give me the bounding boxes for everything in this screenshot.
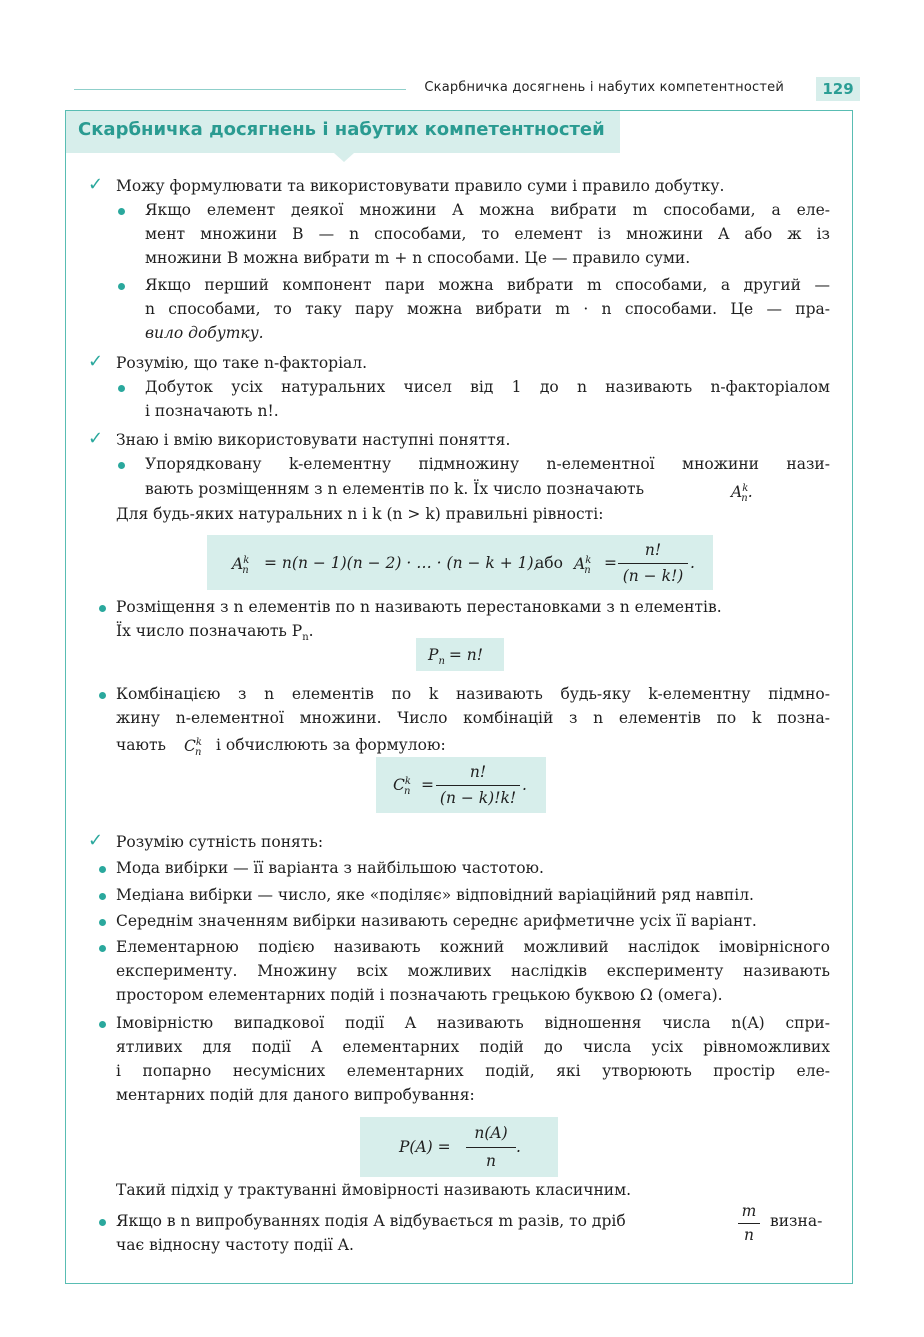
text-line: і обчислюють за формулою: (216, 736, 446, 754)
text-line: Комбінацією з n елементів по k називають будь-яку k-елементну підмно- (116, 685, 830, 703)
fraction-denominator: (n − k)!k! (439, 789, 517, 807)
combination-symbol: $C^k_n$ (184, 737, 202, 759)
combination-formula-lhs: $C^k_n$ (393, 776, 411, 798)
text-line: мент множини B — n способами, то елемент із множини A або ж із (145, 225, 830, 243)
text-line: Розміщення з n елементів по n називають перестановками з n елементів. (116, 598, 722, 616)
content (66, 111, 852, 1283)
fraction-numerator: n! (644, 541, 662, 559)
bullet-icon (99, 945, 106, 952)
bullet-icon (118, 283, 125, 290)
text-line: жину n-елементної множини. Число комбінацій з n елементів по k позна- (116, 709, 830, 727)
text-line: чають (116, 736, 166, 754)
arrangement-fraction (618, 538, 688, 588)
running-head-rule (74, 89, 406, 90)
text-line: визна- (770, 1212, 823, 1230)
arrangement-symbol: $A^k_n$. (731, 483, 753, 505)
text-line: Можу формулювати та використовувати правило суми і правило добутку. (116, 177, 725, 195)
text-line: Якщо елемент деякої множини A можна вибрати m способами, а еле- (145, 201, 830, 219)
permutation-formula: $P_n = n$! (428, 646, 484, 668)
check-icon: ✓ (88, 351, 104, 372)
text-line: Якщо в n випробуваннях подія A відбувається m разів, то дріб (116, 1212, 626, 1230)
text-line: Такий підхід у трактуванні ймовірності називають класичним. (116, 1181, 632, 1199)
equals-sign: = (421, 776, 434, 794)
bullet-icon (99, 893, 106, 900)
fraction-denominator: (n − k!) (622, 567, 684, 585)
check-icon: ✓ (88, 428, 104, 449)
text-line: ятливих для події A елементарних подій до числа усіх рівноможливих (116, 1038, 830, 1056)
fraction-numerator: n! (469, 763, 487, 781)
text-line: Їх число позначають $P_n$. (116, 622, 314, 644)
text-line: Імовірністю випадкової події A називають відношення числа n(A) спри- (116, 1014, 830, 1032)
text-line: Розумію, що таке n-факторіал. (116, 354, 368, 372)
text-line: Знаю і вмію використовувати наступні поняття. (116, 431, 511, 449)
text-line: чає відносну частоту події A. (116, 1236, 354, 1254)
check-icon: ✓ (88, 174, 104, 195)
bullet-icon (118, 462, 125, 469)
text-line: Для будь-яких натуральних n і k (n > k) правильні рівності: (116, 505, 604, 523)
fraction-bar (466, 1147, 516, 1148)
text-line: Добуток усіх натуральних чисел від 1 до n називають n-факторіалом (145, 378, 830, 396)
text-line: вають розміщенням з n елементів по k. Їх число позначають (145, 480, 645, 498)
bullet-icon (99, 1219, 106, 1226)
arrangement-formula-rhs: = n(n − 1)(n − 2) · … · (n − k + 1), (264, 554, 539, 572)
text-line: і попарно несумісних елементарних подій, які утворюють простір еле- (116, 1062, 830, 1080)
period: . (522, 776, 527, 794)
or-word: або (535, 554, 563, 572)
text-line: Елементарною подією називають кожний можливий наслідок імовірнісного (116, 938, 830, 956)
bullet-icon (99, 605, 106, 612)
text-line: Середнім значенням вибірки називають середнє арифметичне усіх її варіант. (116, 912, 757, 930)
text-line: множини B можна вибрати m + n способами. Це — правило суми. (145, 249, 691, 267)
arrangement-formula2-lhs: $A^k_n$ (574, 555, 592, 577)
text-line: Медіана вибірки — число, яке «поділяє» відповідний варіаційний ряд навпіл. (116, 886, 754, 904)
bullet-icon (99, 919, 106, 926)
fraction-denominator: n (486, 1152, 496, 1170)
probability-formula-lhs: P(A) = (399, 1138, 451, 1156)
formula-box-probability (360, 1117, 558, 1177)
text-line: експерименту. Множину всіх можливих наслідків експерименту називають (116, 962, 830, 980)
text-line: простором елементарних подій і позначають грецькою буквою Ω (омега). (116, 986, 723, 1004)
text-line: Мода вибірки — її варіанта з найбільшою частотою. (116, 859, 544, 877)
period: . (690, 554, 695, 572)
running-head-title: Скарбничка досягнень і набутих компетентностей (424, 80, 784, 95)
text-line: ментарних подій для даного випробування: (116, 1086, 475, 1104)
bullet-icon (99, 1021, 106, 1028)
achievements-frame (65, 110, 853, 1284)
bullet-icon (99, 866, 106, 873)
arrangement-formula-lhs: $A^k_n$ (232, 555, 250, 577)
fraction-numerator: n(A) (474, 1124, 508, 1142)
bullet-icon (118, 208, 125, 215)
fraction-numerator: m (741, 1202, 757, 1220)
probability-fraction (466, 1121, 516, 1173)
text-line: Якщо перший компонент пари можна вибрати m способами, а другий — (145, 276, 830, 294)
period: . (516, 1138, 521, 1156)
bullet-icon (118, 385, 125, 392)
text-line: Упорядковану k-елементну підмножину n-елементної множини нази- (145, 455, 830, 473)
section-heading: Скарбничка досягнень і набутих компетентностей (78, 119, 605, 140)
text-line: вило добутку. (145, 324, 264, 342)
bullet-icon (99, 692, 106, 699)
text-line: n способами, то таку пару можна вибрати m · n способами. Це — пра- (145, 300, 830, 318)
page-number: 129 (816, 77, 860, 101)
equals-sign: = (604, 554, 617, 572)
relative-frequency-fraction (738, 1199, 760, 1247)
fraction-denominator: n (744, 1226, 754, 1244)
running-head (74, 77, 860, 103)
combination-fraction (436, 760, 520, 810)
text-line: Розумію сутність понять: (116, 833, 324, 851)
text-line: і позначають n!. (145, 402, 279, 420)
check-icon: ✓ (88, 830, 104, 851)
